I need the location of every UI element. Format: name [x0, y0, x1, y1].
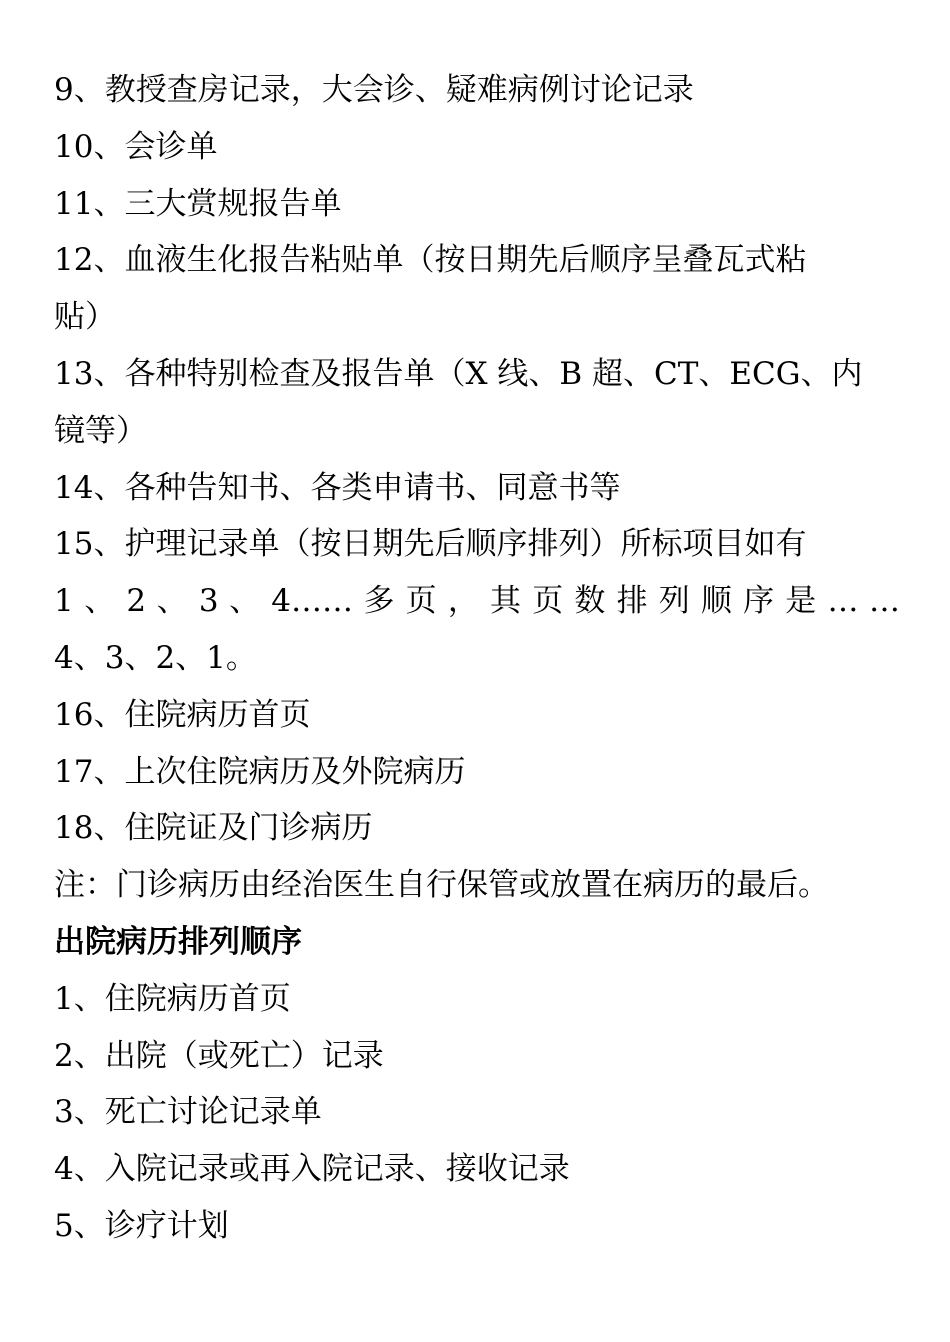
section-heading: 出院病历排列顺序 — [54, 923, 302, 960]
list-item-9: 9、教授查房记录，大会诊、疑难病例讨论记录 — [54, 72, 694, 108]
list-item-11: 11、三大赏规报告单 — [54, 185, 342, 222]
list-item-10: 10、会诊单 — [54, 128, 218, 165]
document-page — [54, 62, 900, 1255]
discharge-item-3: 3、死亡讨论记录单 — [54, 1094, 322, 1131]
discharge-item-5: 5、诊疗计划 — [54, 1207, 229, 1244]
list-item-15-continuation: 1 、 2 、 3 、 4…… 多 页 ， 其 页 数 排 列 顺 序 是 … … — [54, 583, 900, 620]
list-item-13-continuation: 镜等） — [54, 412, 147, 449]
list-item-12: 12、血液生化报告粘贴单（按日期先后顺序呈叠瓦式粘 — [54, 242, 807, 279]
discharge-item-2: 2、出院（或死亡）记录 — [54, 1037, 384, 1074]
list-item-15: 15、护理记录单（按日期先后顺序排列）所标项目如有 — [54, 526, 807, 563]
list-item-13: 13、各种特别检查及报告单（X 线、B 超、CT、ECG、内 — [54, 355, 863, 392]
list-item-16: 16、住院病历首页 — [54, 696, 311, 733]
discharge-item-4: 4、入院记录或再入院记录、接收记录 — [54, 1151, 570, 1188]
note-line: 注：门诊病历由经治医生自行保管或放置在病历的最后。 — [54, 867, 829, 904]
list-item-14: 14、各种告知书、各类申请书、同意书等 — [54, 469, 621, 506]
list-item-17: 17、上次住院病历及外院病历 — [54, 753, 466, 790]
list-item-18: 18、住院证及门诊病历 — [54, 810, 373, 847]
list-item-12-continuation: 贴） — [54, 299, 116, 336]
discharge-item-1: 1、住院病历首页 — [54, 980, 291, 1017]
list-item-15-continuation-end: 4、3、2、1。 — [54, 639, 257, 676]
